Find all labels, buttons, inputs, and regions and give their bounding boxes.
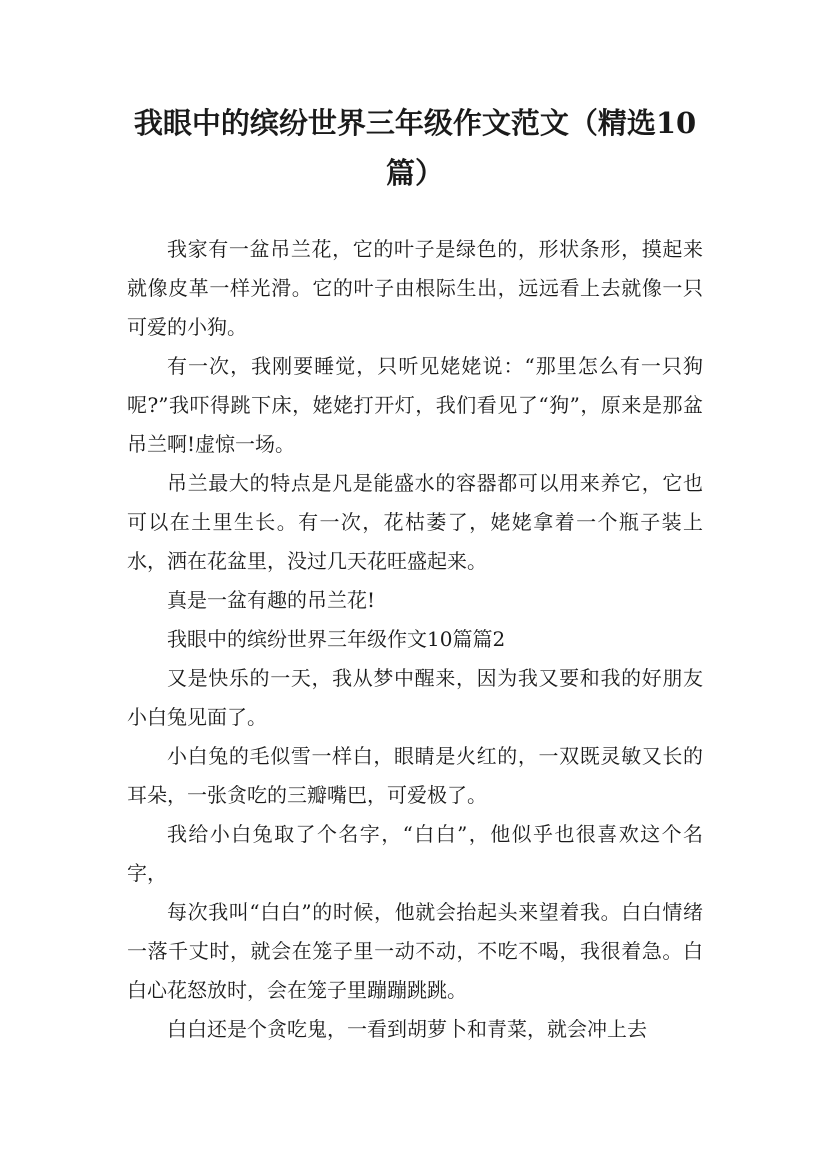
paragraph: 真是一盆有趣的吊兰花! — [167, 588, 376, 612]
paragraph: 每次我叫“白白”的时候，他就会抬起头来望着我。白白情绪一落千丈时，就会在笼子里一动不动，不吃不喝，我很着急。白白心花怒放时，会在笼子里蹦蹦跳跳。 — [127, 900, 703, 1002]
paragraph: 有一次，我刚要睡觉，只听见姥姥说：“那里怎么有一只狗呢?”我吓得跳下床，姥姥打开灯，我们看见了“狗”，原来是那盆吊兰啊!虚惊一场。 — [127, 354, 703, 456]
paragraph: 小白兔的毛似雪一样白，眼睛是火红的，一双既灵敏又长的耳朵，一张贪吃的三瓣嘴巴，可爱极了。 — [127, 744, 703, 807]
document-title: 我眼中的缤纷世界三年级作文范文（精选10篇） — [133, 106, 697, 190]
paragraph: 我给小白兔取了个名字，“白白”，他似乎也很喜欢这个名字， — [127, 822, 703, 885]
paragraph: 我家有一盆吊兰花，它的叶子是绿色的，形状条形，摸起来就像皮革一样光滑。它的叶子由根际生出，远远看上去就像一只可爱的小狗。 — [127, 237, 703, 339]
paragraph: 吊兰最大的特点是凡是能盛水的容器都可以用来养它，它也可以在土里生长。有一次，花枯萎了，姥姥拿着一个瓶子装上水，洒在花盆里，没过几天花旺盛起来。 — [127, 471, 703, 573]
paragraph: 白白还是个贪吃鬼，一看到胡萝卜和青菜，就会冲上去 — [167, 1017, 647, 1041]
paragraph: 又是快乐的一天，我从梦中醒来，因为我又要和我的好朋友小白兔见面了。 — [127, 666, 703, 729]
document-body — [127, 230, 703, 1049]
section-heading: 我眼中的缤纷世界三年级作文10篇篇2 — [167, 627, 506, 651]
